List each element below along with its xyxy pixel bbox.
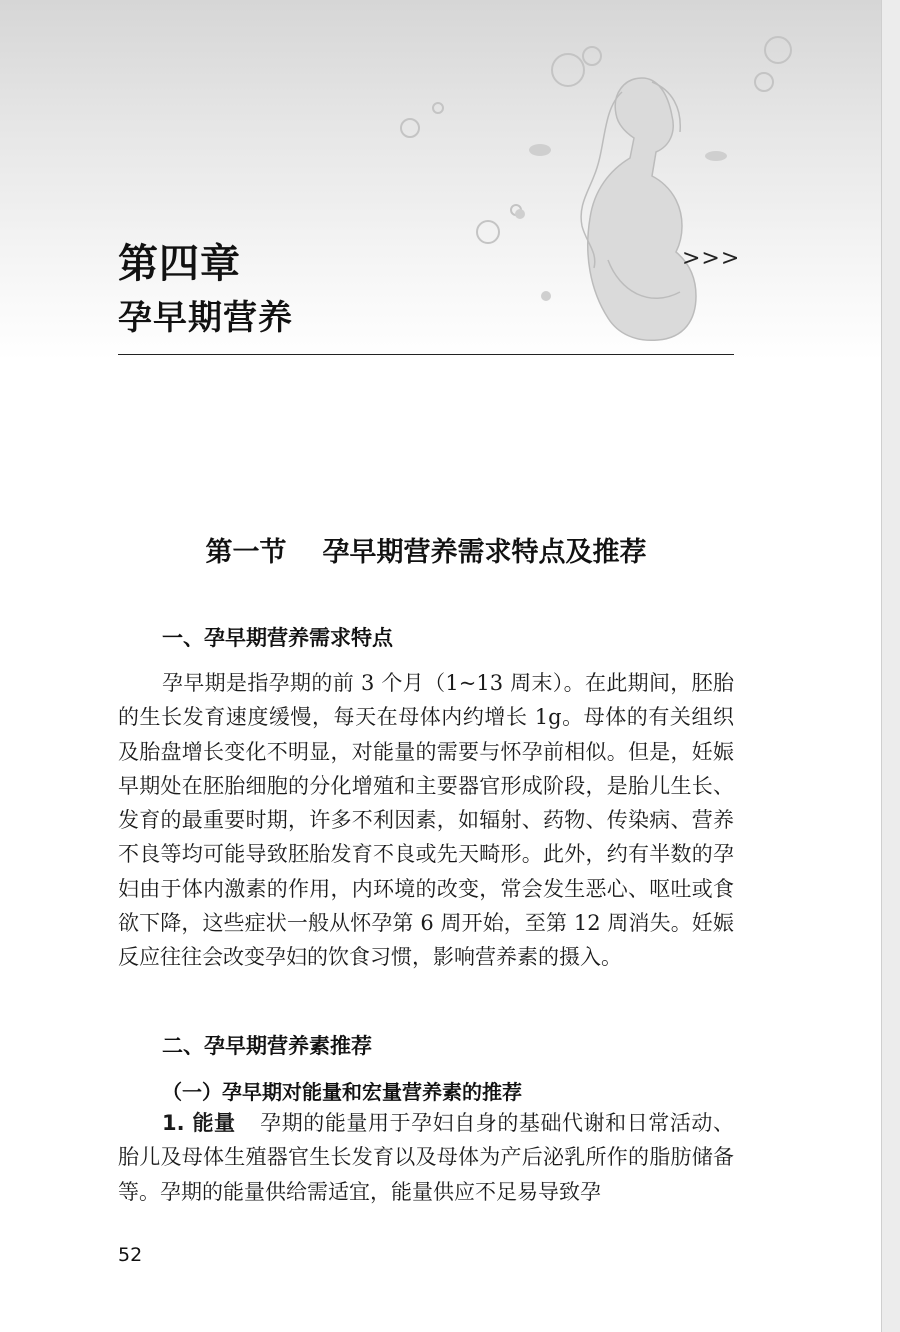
- energy-term: 1. 能量: [162, 1111, 236, 1135]
- bubble-icon: [755, 73, 773, 91]
- part2-heading: 二、孕早期营养素推荐: [162, 1034, 372, 1058]
- section-heading: [118, 530, 734, 569]
- chapter-divider: [118, 354, 734, 355]
- pregnant-woman-illustration: [380, 30, 800, 350]
- energy-paragraph: [118, 1106, 734, 1209]
- bubble-icon: [477, 221, 499, 243]
- page-number: 52: [118, 1244, 143, 1266]
- bubble-icon: [765, 37, 791, 63]
- section-number: 第一节: [205, 537, 287, 568]
- energy-text: 孕期的能量用于孕妇自身的基础代谢和日常活动、胎儿及母体生殖器官生长发育以及母体为产后泌乳所作的脂肪储备等。孕期的能量供给需适宜，能量供应不足易导致孕: [118, 1111, 734, 1204]
- section-title: 孕早期营养需求特点及推荐: [322, 537, 647, 568]
- bubble-icon: [401, 119, 419, 137]
- part1-paragraph: 孕早期是指孕期的前 3 个月（1~13 周末）。在此期间，胚胎的生长发育速度缓慢，每天在母体内约增长 1g。母体的有关组织及胎盘增长变化不明显，对能量的需要与怀孕前相似。但是，妊娠早期处在胚胎细胞的分化增殖和主要器官形成阶段，是胎儿生长、发育的最重要时期，许多不利因素，如辐射、药物、传染病、营养不良等均可能导致胚胎发育不良或先天畸形。此外，约有半数的孕妇由于体内激素的作用，内环境的改变，常会发生恶心、呕吐或食欲下降，这些症状一般从怀孕第 6 周开始，至第 12 周消失。妊娠反应往往会改变孕妇的饮食习惯，影响营养素的摄入。: [118, 671, 734, 970]
- silhouette: [581, 78, 696, 340]
- part2-subheading: （一）孕早期对能量和宏量营养素的推荐: [162, 1080, 522, 1104]
- chevron-right-icon: >>>: [682, 246, 741, 271]
- part1-heading: 一、孕早期营养需求特点: [162, 626, 393, 650]
- bubble-icon: [552, 54, 584, 86]
- bubble-icon: [583, 47, 601, 65]
- page-edge-strip: [881, 0, 900, 1332]
- chapter-number: 第四章: [118, 241, 241, 287]
- chapter-title: 孕早期营养: [118, 298, 293, 338]
- bubble-icon: [433, 103, 443, 113]
